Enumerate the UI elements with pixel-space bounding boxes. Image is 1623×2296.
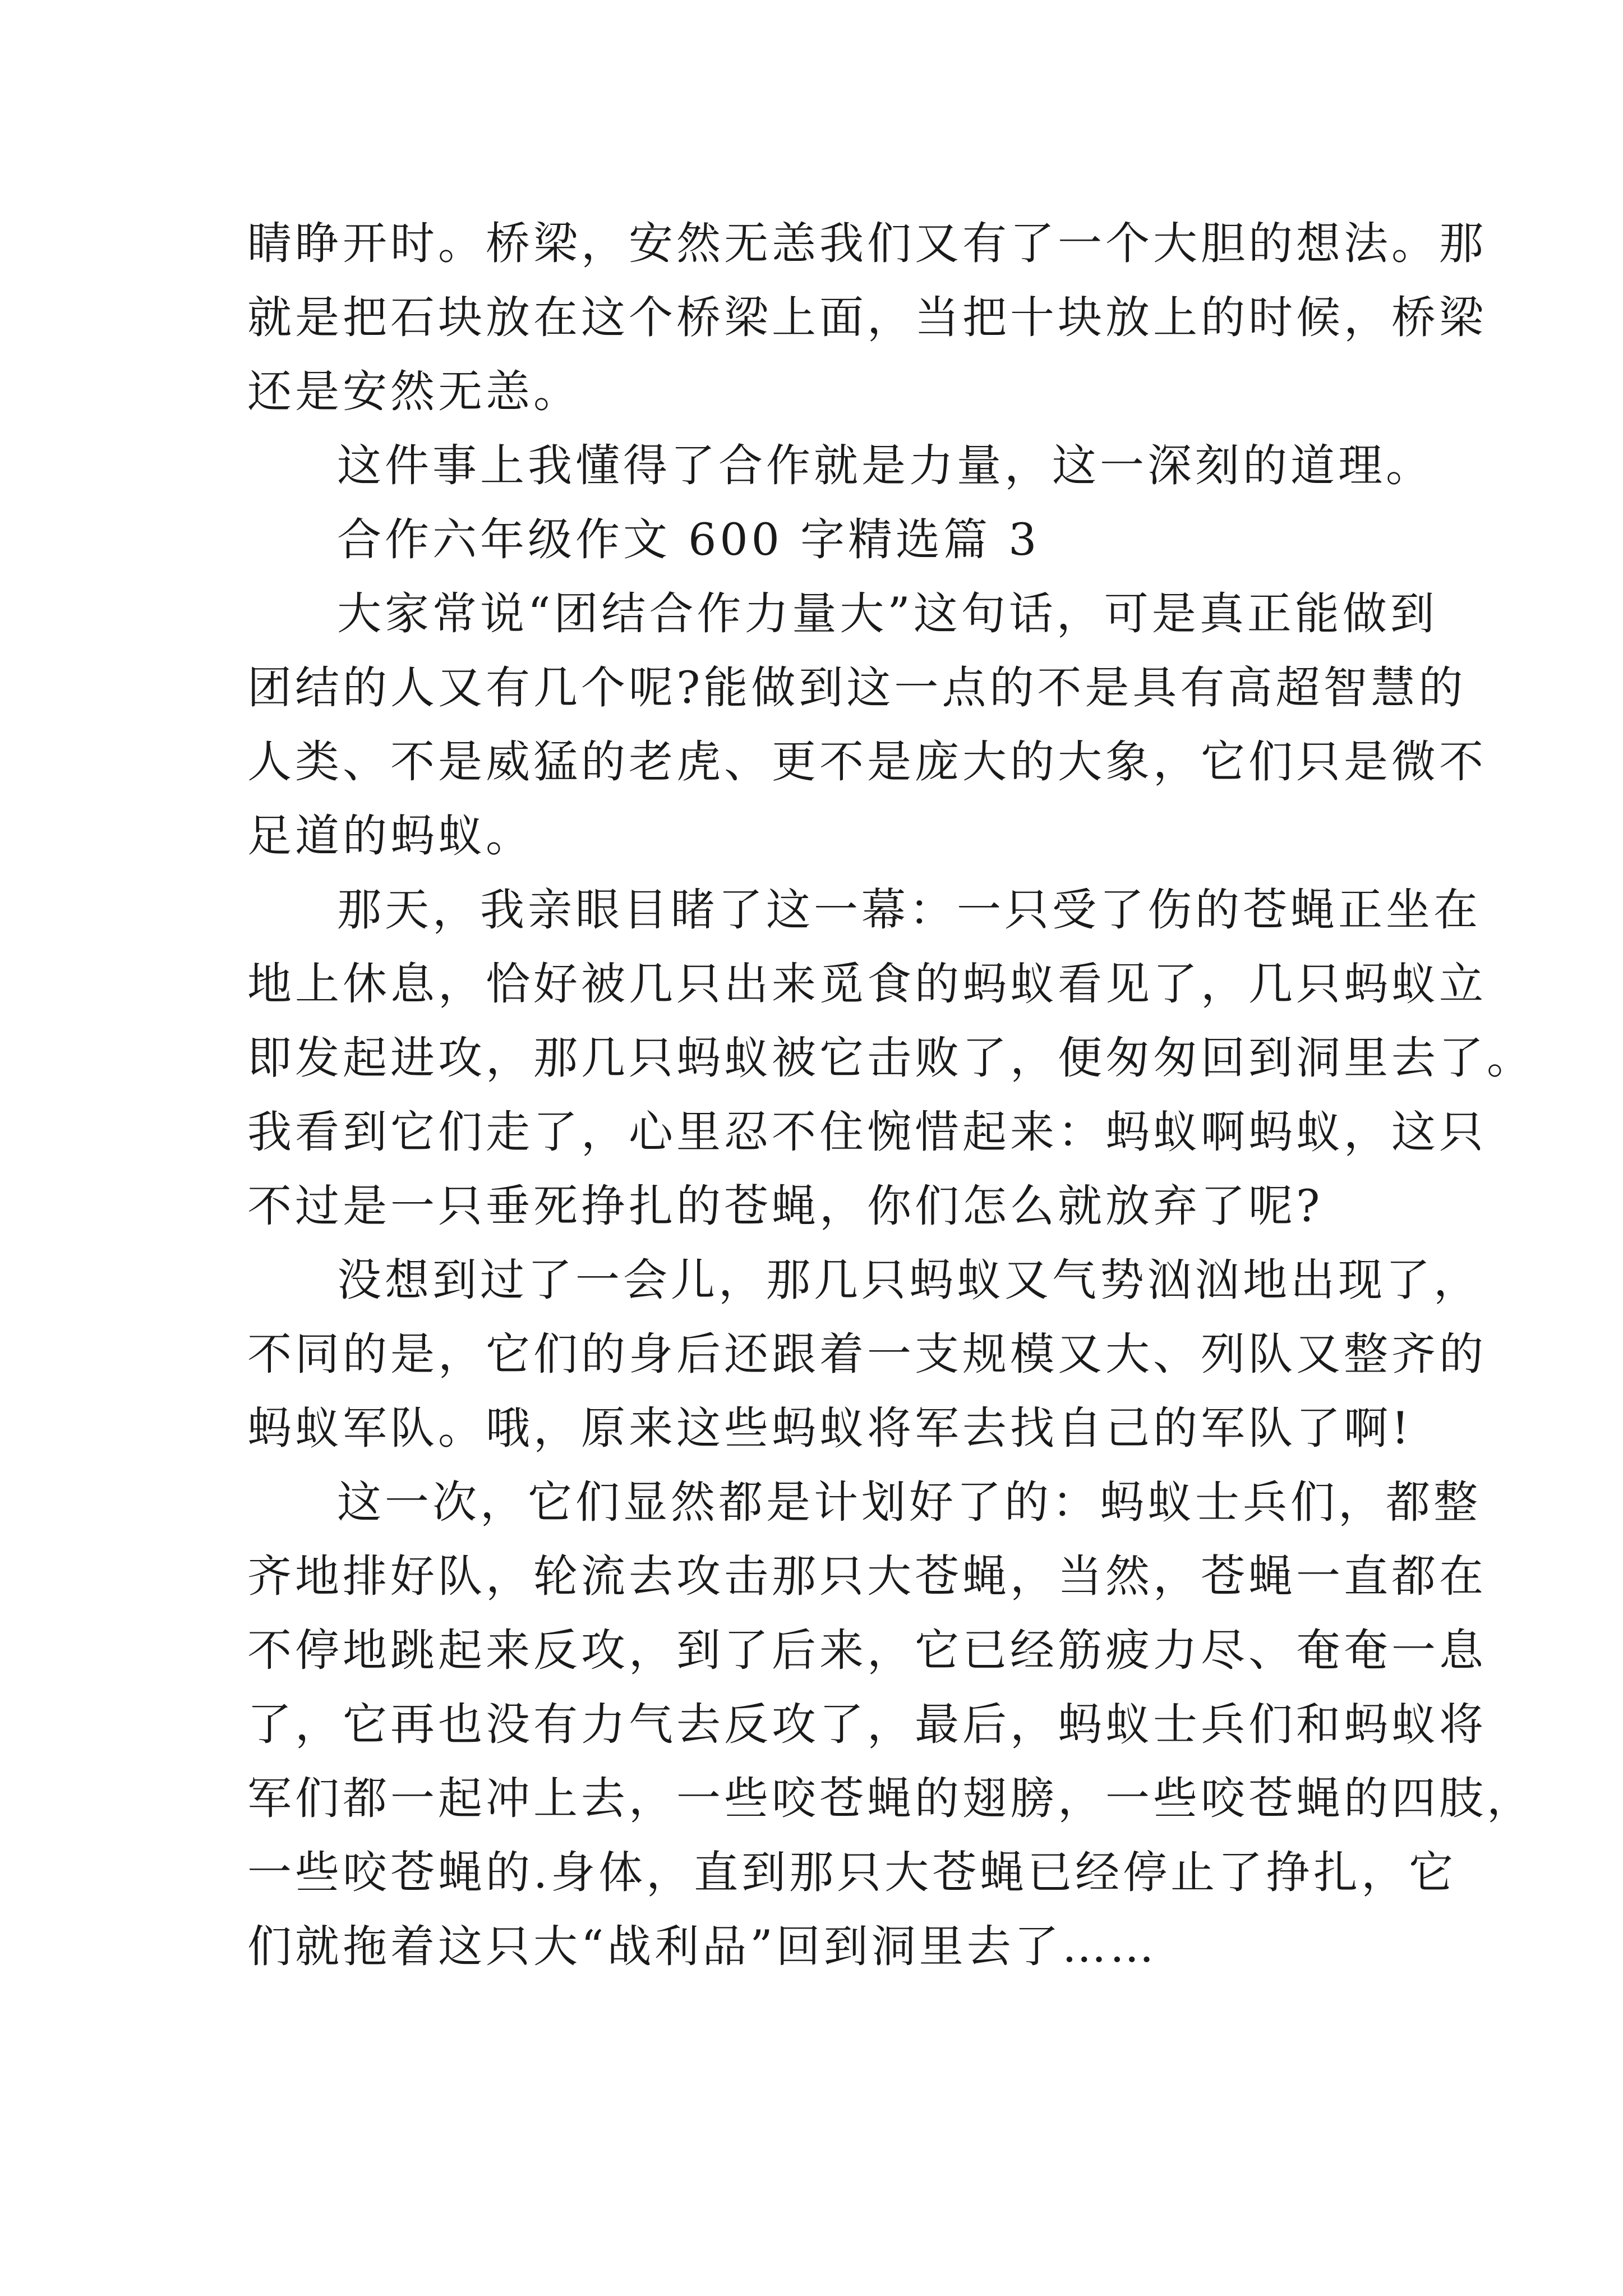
- section-heading: 合作六年级作文 600 字精选篇 3: [337, 514, 1040, 565]
- text-line: 蚂蚁军队。哦，原来这些蚂蚁将军去找自己的军队了啊!: [247, 1402, 1413, 1454]
- text-line: 不同的是，它们的身后还跟着一支规模又大、列队又整齐的: [247, 1328, 1487, 1380]
- text-line: 我看到它们走了，心里忍不住惋惜起来：蚂蚁啊蚂蚁，这只: [247, 1106, 1487, 1158]
- text-line: 即发起进攻，那几只蚂蚁被它击败了，便匆匆回到洞里去了。: [247, 1032, 1534, 1084]
- paragraph-first-line: 大家常说“团结合作力量大”这句话，可是真正能做到: [337, 588, 1438, 639]
- text-line: 们就拖着这只大“战利品”回到洞里去了……: [247, 1921, 1158, 1972]
- text-line: 不停地跳起来反攻，到了后来，它已经筋疲力尽、奄奄一息: [247, 1625, 1487, 1676]
- text-line: 还是安然无恙。: [247, 366, 581, 417]
- document-body: [247, 206, 1534, 1984]
- paragraph-first-line: 那天，我亲眼目睹了这一幕：一只受了伤的苍蝇正坐在: [337, 884, 1481, 936]
- text-line: 团结的人又有几个呢?能做到这一点的不是具有高超智慧的: [247, 662, 1467, 714]
- text-line: 一些咬苍蝇的.身体，直到那只大苍蝇已经停止了挣扎，它: [247, 1847, 1457, 1898]
- text-line: 足道的蚂蚁。: [247, 810, 533, 862]
- text-line: 不过是一只垂死挣扎的苍蝇，你们怎么就放弃了呢?: [247, 1180, 1324, 1232]
- text-line: 齐地排好队，轮流去攻击那只大苍蝇，当然，苍蝇一直都在: [247, 1550, 1487, 1602]
- text-line: 睛睁开时。桥梁，安然无恙我们又有了一个大胆的想法。那: [247, 218, 1487, 269]
- text-line: 地上休息，恰好被几只出来觅食的蚂蚁看见了，几只蚂蚁立: [247, 958, 1487, 1010]
- paragraph-first-line: 没想到过了一会儿，那几只蚂蚁又气势汹汹地出现了，: [337, 1254, 1481, 1306]
- text-line: 了，它再也没有力气去反攻了，最后，蚂蚁士兵们和蚂蚁将: [247, 1699, 1487, 1750]
- paragraph-first-line: 这件事上我懂得了合作就是力量，这一深刻的道理。: [337, 440, 1433, 491]
- text-line: 军们都一起冲上去，一些咬苍蝇的翅膀，一些咬苍蝇的四肢，: [247, 1773, 1534, 1824]
- text-line: 就是把石块放在这个桥梁上面，当把十块放上的时候，桥梁: [247, 292, 1487, 343]
- paragraph-first-line: 这一次，它们显然都是计划好了的：蚂蚁士兵们，都整: [337, 1476, 1481, 1528]
- text-line: 人类、不是威猛的老虎、更不是庞大的大象，它们只是微不: [247, 736, 1487, 788]
